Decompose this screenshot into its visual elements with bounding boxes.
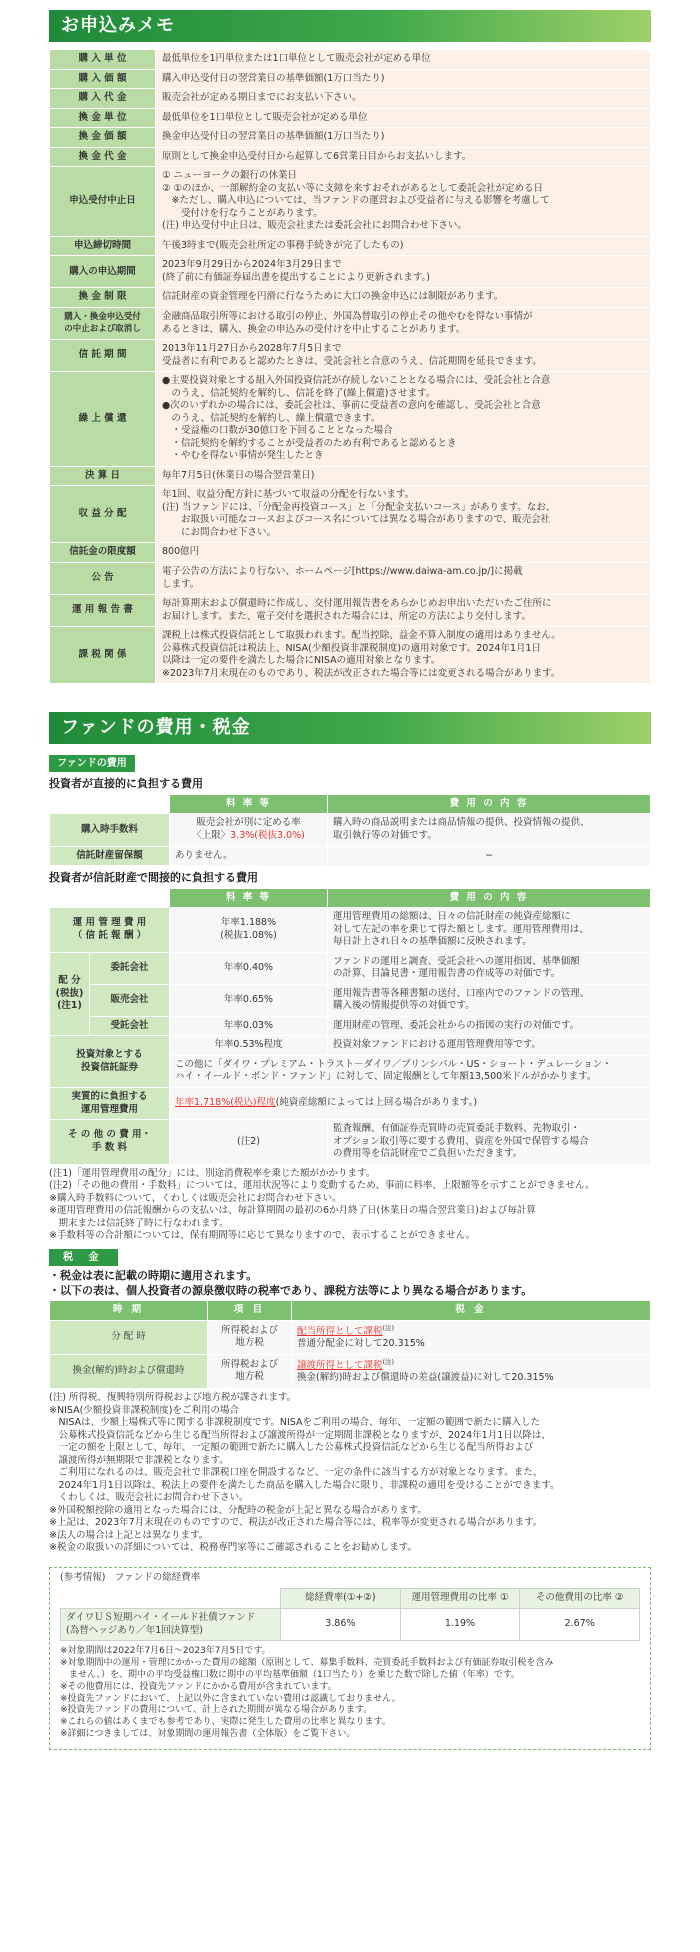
tax-tag: 税 金 — [49, 1249, 118, 1266]
memo-row — [50, 69, 651, 89]
memo-row-line: ※2023年7月末現在のものであり、税法が改正された場合等には変更される場合があります。 — [162, 667, 561, 679]
memo-row-label: 信託金の限度額 — [50, 543, 156, 563]
alloc-content-consignor: ファンドの運用と調査、受託会社への運用指図、基準価額 の計算、目論見書・運用報告書の作成等の対価です。 — [328, 952, 651, 984]
note-line: ※税金の取扱いの詳細については、税務専門家等にご確認されることをお勧めします。 — [49, 1542, 418, 1554]
other-fee-rate: (注2) — [170, 1120, 328, 1165]
indirect-header-blank — [50, 888, 170, 908]
memo-section-title: お申込みメモ — [49, 10, 651, 42]
direct-fee-title: 投資者が直接的に負担する費用 — [49, 777, 203, 791]
reference-notes — [60, 1646, 640, 1741]
memo-row-line: 信託財産の資金管理を円滑に行なうために大口の換金申込には制限があります。 — [162, 291, 504, 303]
memo-row — [50, 128, 651, 148]
memo-row-label: 申込受付中止日 — [50, 167, 156, 237]
fees-tag: ファンドの費用 — [49, 755, 135, 772]
memo-row — [50, 543, 651, 563]
memo-row-value — [156, 167, 651, 237]
note-line: ※その他費用には、投資先ファンドにかかる費用が含まれています。 — [60, 1681, 337, 1692]
memo-row-line: 受益者に有利であると認めたときは、受託会社と合意のうえ、信託期間を延長できます。 — [162, 355, 542, 367]
indirect-fee-title: 投資者が信託財産で間接的に負担する費用 — [49, 871, 258, 885]
retention-label: 信託財産留保額 — [50, 846, 170, 866]
memo-row — [50, 288, 651, 308]
note-line: 公募株式投資信託などから生じる配当所得および譲渡所得が一定期間非課税となりますが、2024年1月1日以降は、 — [49, 1429, 551, 1441]
purchase-fee-label: 購入時手数料 — [50, 814, 170, 846]
memo-row — [50, 236, 651, 256]
memo-row-value — [156, 147, 651, 167]
memo-row-label: 運 用 報 告 書 — [50, 595, 156, 627]
memo-row-value — [156, 466, 651, 486]
reference-fund-name: ダイワＵＳ短期ハイ・イールド社債ファンド (為替ヘッジあり／年1回決算型) — [61, 1608, 281, 1640]
memo-row — [50, 563, 651, 595]
note-line: ご利用になれるのは、販売会社で非課税口座を開設するなど、一定の条件に該当する方が対象となります。また、 — [49, 1467, 543, 1479]
memo-row-value — [156, 69, 651, 89]
target-fund-content-top: 投資対象ファンドにおける運用管理費用等です。 — [328, 1036, 651, 1056]
memo-table — [49, 49, 651, 684]
memo-row-line: にお問合わせ下さい。 — [162, 526, 277, 538]
alloc-content-distributor: 運用報告書等各種書類の送付、口座内でのファンドの管理、 購入後の情報提供等の対価です。 — [328, 984, 651, 1016]
note-line: くわしくは、販売会社にお問合わせ下さい。 — [49, 1492, 249, 1504]
reference-value-other: 2.67% — [520, 1608, 640, 1640]
tax-content-redemption: 譲渡所得として課税$^{(注)}$ 換金(解約)時および償還時の差益(譲渡益)に対して20.315% — [292, 1354, 651, 1388]
memo-row-label: 課 税 関 係 — [50, 627, 156, 684]
memo-row-label: 換 金 代 金 — [50, 147, 156, 167]
fees-section-title: ファンドの費用・税金 — [49, 712, 651, 744]
note-line: 譲渡所得が無期限で非課税となります。 — [49, 1454, 229, 1466]
note-line: ※対象期間は2022年7月6日〜2023年7月5日です。 — [60, 1646, 271, 1657]
memo-row — [50, 595, 651, 627]
tax-content-distribution: 配当所得として課税$^{(注)}$ 普通分配金に対して20.315% — [292, 1320, 651, 1354]
tax-item-redemption: 所得税および 地方税 — [208, 1354, 292, 1388]
alloc-rate-distributor: 年率0.65% — [170, 984, 328, 1016]
mgmt-fee-rate: 年率1.188% (税抜1.08%) — [170, 908, 328, 953]
direct-header-rate: 料 率 等 — [170, 794, 328, 814]
memo-row-line: ・信託契約を解約することが受益者のため有利であると認めるとき — [162, 437, 457, 449]
memo-row-line: 最低単位を1口単位として販売会社が定める単位 — [162, 111, 368, 123]
memo-row-value — [156, 236, 651, 256]
memo-row-value — [156, 372, 651, 467]
target-fund-content: この他に「ダイワ・プレミアム・トラスト－ダイワ／プリンシパル・US・ショート・デュレーション・ ハイ・イールド・ボンド・ファンド」に対して、固定報酬として年額13,500米ドルがかかります。 — [170, 1055, 651, 1087]
memo-row-line: 購入申込受付日の翌営業日の基準価額(1万口当たり) — [162, 72, 385, 84]
mgmt-fee-content: 運用管理費用の総額は、日々の信託財産の純資産総額に 対して左記の率を乗じて得た額とします。運用管理費用は、 毎日計上され日々の基準価額に反映されます。 — [328, 908, 651, 953]
purchase-fee-rate: 販売会社が別に定める率 〈上限〉3.3%(税抜3.0%) — [170, 814, 328, 846]
alloc-rate-trustee: 年率0.03% — [170, 1016, 328, 1036]
target-fund-rate: 年率0.53%程度 — [170, 1036, 328, 1056]
memo-row-label: 信 託 期 間 — [50, 340, 156, 372]
memo-row-value — [156, 108, 651, 128]
tax-item-distribution: 所得税および 地方税 — [208, 1320, 292, 1354]
memo-row-line: 販売会社が定める期日までにお支払い下さい。 — [162, 92, 362, 104]
reference-value-mgmt: 1.19% — [400, 1608, 520, 1640]
memo-row-line: ●次のいずれかの場合には、委託会社は、事前に受益者の意向を確認し、受託会社と合意 — [162, 400, 541, 412]
alloc-label-distributor: 販売会社 — [90, 984, 170, 1016]
memo-row — [50, 372, 651, 467]
memo-row-line: 電子公告の方法により行ない、ホームページ[https://www.daiwa-am.co.jp/]に掲載 — [162, 566, 523, 577]
memo-row-value — [156, 543, 651, 563]
memo-row-label: 決 算 日 — [50, 466, 156, 486]
retention-content: − — [328, 846, 651, 866]
memo-row-line: 原則として換金申込受付日から起算して6営業日目からお支払いします。 — [162, 150, 472, 162]
memo-row — [50, 256, 651, 288]
memo-row — [50, 89, 651, 109]
memo-row-value — [156, 89, 651, 109]
reference-title: (参考情報) ファンドの総経費率 — [60, 1571, 201, 1583]
memo-row-line: ② ①のほか、一部解約金の支払い等に支障を来すおそれがあるとして委託会社が定める日 — [162, 182, 544, 194]
note-line: ※投資先ファンドにおいて、上記以外に含まれていない費用は認識しておりません。 — [60, 1693, 401, 1704]
other-fee-content: 監査報酬、有価証券売買時の売買委託手数料、先物取引・ オプション取引等に要する費用、資産を外国で保管する場合 の費用等を信託財産でご負担いただきます。 — [328, 1120, 651, 1165]
memo-row-line: のうえ、信託契約を解約し、繰上償還できます。 — [162, 412, 381, 424]
memo-row-label: 換 金 価 額 — [50, 128, 156, 148]
note-line: 一定の額を上限として、毎年、一定額の範囲で新たに購入した公募株式投資信託などから生じる配当所得および — [49, 1442, 534, 1454]
memo-row — [50, 307, 651, 339]
note-line: ※投資先ファンドの費用について、計上された期間が異なる場合があります。 — [60, 1705, 373, 1716]
memo-row-label: 申込締切時間 — [50, 236, 156, 256]
memo-row — [50, 466, 651, 486]
retention-rate: ありません。 — [170, 846, 328, 866]
memo-row — [50, 167, 651, 237]
note-line: ※これらの値はあくまでも参考であり、実際に発生した費用の比率と異なります。 — [60, 1717, 391, 1728]
memo-row — [50, 108, 651, 128]
actual-fee-content: 年率1.718%(税込)程度(純資産総額によっては上回る場合があります。) — [170, 1087, 651, 1119]
alloc-label-consignor: 委託会社 — [90, 952, 170, 984]
indirect-fee-table — [49, 888, 651, 1165]
reference-table — [60, 1588, 640, 1641]
memo-row-value — [156, 595, 651, 627]
purchase-fee-content: 購入時の商品説明または商品情報の提供、投資情報の提供、 取引執行等の対価です。 — [328, 814, 651, 846]
reference-header-mgmt: 運用管理費用の比率 ① — [400, 1589, 520, 1609]
alloc-label-trustee: 受託会社 — [90, 1016, 170, 1036]
memo-row-label: 購入の申込期間 — [50, 256, 156, 288]
memo-row-line: 午後3時まで(販売会社所定の事務手続きが完了したもの) — [162, 239, 404, 251]
tax-time-distribution: 分 配 時 — [50, 1320, 208, 1354]
memo-row-line: ※ただし、購入申込については、当ファンドの運営および受益者に与える影響を考慮して — [162, 195, 550, 207]
tax-time-redemption: 換金(解約)時および償還時 — [50, 1354, 208, 1388]
note-line: 2024年1月1日以降は、税法上の要件を満たした商品を購入した場合に限り、非課税の適用を受けることができます。 — [49, 1479, 560, 1491]
note-line: ※詳細につきましては、対象期間の運用報告書（全体版）をご覧下さい。 — [60, 1729, 356, 1740]
memo-row-label: 換 金 制 限 — [50, 288, 156, 308]
alloc-content-trustee: 運用財産の管理、委託会社からの指図の実行の対価です。 — [328, 1016, 651, 1036]
reference-value-total: 3.86% — [281, 1608, 401, 1640]
memo-row-value — [156, 486, 651, 543]
memo-row-value — [156, 307, 651, 339]
tax-table — [49, 1300, 651, 1389]
memo-row-line: 受付けを行なうことがあります。 — [162, 207, 323, 219]
memo-row-label: 購入・換金申込受付 の中止および取消し — [50, 307, 156, 339]
memo-row-line: お届けします。また、電子交付を選択された場合には、所定の方法により交付します。 — [162, 610, 531, 622]
memo-row-line: 毎年7月5日(休業日の場合翌営業日) — [162, 469, 315, 481]
direct-header-blank — [50, 794, 170, 814]
note-line: ※法人の場合は上記とは異なります。 — [49, 1529, 209, 1541]
memo-row-line: お取扱い可能なコースおよびコース名については異なる場合がありますので、販売会社 — [162, 514, 551, 526]
tax-bullets: ・税金は表に記載の時期に適用されます。 ・以下の表は、個人投資者の源泉徴収時の税率であり、課税方法等により異なる場合があります。 — [49, 1269, 533, 1297]
memo-row-value — [156, 340, 651, 372]
actual-fee-label: 実質的に負担する 運用管理費用 — [50, 1087, 170, 1119]
memo-row-value — [156, 627, 651, 684]
memo-row-line: 換金申込受付日の翌営業日の基準価額(1万口当たり) — [162, 131, 385, 143]
reference-header-total: 総経費率(①+②) — [281, 1589, 401, 1609]
memo-row-label: 換 金 単 位 — [50, 108, 156, 128]
note-line: ません。）を、期中の平均受益権口数に期中の平均基準価額（1口当たり）を乗じた数で除した値（年率）です。 — [60, 1669, 521, 1680]
memo-row-label: 購 入 単 位 — [50, 50, 156, 70]
tax-header-item: 項 目 — [208, 1301, 292, 1321]
memo-row-line: 800億円 — [162, 546, 200, 558]
memo-row-line: 金融商品取引所等における取引の停止、外国為替取引の停止その他やむを得ない事情が — [162, 310, 533, 322]
mgmt-fee-label: 運 用 管 理 費 用 （ 信 託 報 酬 ） — [50, 908, 170, 953]
reference-box — [49, 1567, 651, 1750]
memo-row-line: (注) 申込受付中止日は、販売会社または委託会社にお問合わせ下さい。 — [162, 220, 467, 232]
memo-row — [50, 50, 651, 70]
memo-row-label: 購 入 代 金 — [50, 89, 156, 109]
memo-row — [50, 627, 651, 684]
memo-row-line: ・受益権の口数が30億口を下回ることとなった場合 — [162, 425, 393, 437]
memo-row-line: 公募株式投資信託は税法上、NISA(少額投資非課税制度)の適用対象です。2024年1月1日 — [162, 642, 542, 654]
memo-row — [50, 486, 651, 543]
memo-row — [50, 147, 651, 167]
memo-row-line: ●主要投資対象とする組入外国投資信託が存続しないこととなる場合には、受託会社と合意 — [162, 375, 551, 387]
target-fund-label: 投資対象とする 投資信託証券 — [50, 1036, 170, 1088]
memo-row-line: 2023年9月29日から2024年3月29日まで — [162, 259, 342, 271]
note-line: ※外国税額控除の適用となった場合には、分配時の税金が上記と異なる場合があります。 — [49, 1504, 427, 1516]
other-fee-label: そ の 他 の 費 用・ 手 数 料 — [50, 1120, 170, 1165]
memo-row-label: 購 入 価 額 — [50, 69, 156, 89]
note-line: ※対象期間中の運用・管理にかかった費用の総額（原則として、募集手数料、売買委託手数料および有価証券取引税を含み — [60, 1657, 554, 1668]
memo-row-value — [156, 256, 651, 288]
memo-row-line: のうえ、信託契約を解約し、信託を終了(繰上償還)させます。 — [162, 387, 436, 399]
alloc-rate-consignor: 年率0.40% — [170, 952, 328, 984]
note-line: (注) 所得税、復興特別所得税および地方税が課されます。 — [49, 1392, 297, 1403]
tax-header-time: 時 期 — [50, 1301, 208, 1321]
direct-header-content: 費 用 の 内 容 — [328, 794, 651, 814]
memo-row-line: 2013年11月27日から2028年7月5日まで — [162, 343, 342, 355]
note-line: NISAは、少額上場株式等に関する非課税制度です。NISAをご利用の場合、毎年、一定額の範囲で新たに購入した — [49, 1417, 540, 1429]
memo-row-line: 最低単位を1円単位または1口単位として販売会社が定める単位 — [162, 53, 431, 64]
memo-row — [50, 340, 651, 372]
memo-row-line: します。 — [162, 578, 200, 590]
memo-row-line: あるときは、購入、換金の申込みの受付けを中止することがあります。 — [162, 323, 466, 335]
memo-row-line: ① ニューヨークの銀行の休業日 — [162, 170, 298, 182]
reference-header-other: その他費用の比率 ② — [520, 1589, 640, 1609]
memo-row-line: 以降は一定の要件を満たした場合にNISAの適用対象となります。 — [162, 655, 441, 667]
tax-header-tax: 税 金 — [292, 1301, 651, 1321]
memo-row-label: 収 益 分 配 — [50, 486, 156, 543]
reference-header-blank — [61, 1589, 281, 1609]
memo-row-value — [156, 128, 651, 148]
indirect-header-content: 費 用 の 内 容 — [328, 888, 651, 908]
direct-fee-table — [49, 794, 651, 866]
memo-row-line: 課税上は株式投資信託として取扱われます。配当控除、益金不算入制度の適用はありません。 — [162, 630, 561, 642]
memo-row-line: ・やむを得ない事情が発生したとき — [162, 450, 324, 462]
memo-row-value — [156, 288, 651, 308]
memo-row-line: (注) 当ファンドには、「分配金再投資コース」と「分配金支払いコース」があります。なお、 — [162, 501, 556, 513]
memo-row-line: 毎計算期末および償還時に作成し、交付運用報告書をあらかじめお申出いただいたご住所に — [162, 598, 552, 610]
alloc-label: 配 分 (税抜) (注1) — [50, 952, 90, 1036]
memo-row-value — [156, 563, 651, 595]
memo-row-line: 年1回、収益分配方針に基づいて収益の分配を行ないます。 — [162, 489, 415, 501]
memo-row-label: 繰 上 償 還 — [50, 372, 156, 467]
memo-row-line: (終了前に有価証券届出書を提出することにより更新されます。) — [162, 271, 430, 283]
tax-notes — [49, 1392, 651, 1555]
note-line: ※NISA(少額投資非課税制度)をご利用の場合 — [49, 1404, 239, 1416]
fee-notes: (注1)「運用管理費用の配分」には、別途消費税率を乗じた額がかかります。 (注2)「その他の費用・手数料」については、運用状況等により変動するため、事前に料率、上限額等を示すことができません。 ※購入時手数料について、くわしくは販売会社にお問合わせ下さい。 ※運用管理費用の信託報酬からの支払いは、毎計算期間の最初の6か月終了日(休業日の場合翌営業日)および毎計算 期末または信託終了時に行なわれます。 ※手数料等の合計額については、保有期間等に応じて異なりますので、表示することができません。 — [49, 1167, 595, 1242]
indirect-header-rate: 料 率 等 — [170, 888, 328, 908]
memo-row-value — [156, 50, 651, 70]
memo-row-label: 公 告 — [50, 563, 156, 595]
note-line: ※上記は、2023年7月末現在のものですので、税法が改正された場合等には、税率等が変更される場合があります。 — [49, 1517, 543, 1529]
